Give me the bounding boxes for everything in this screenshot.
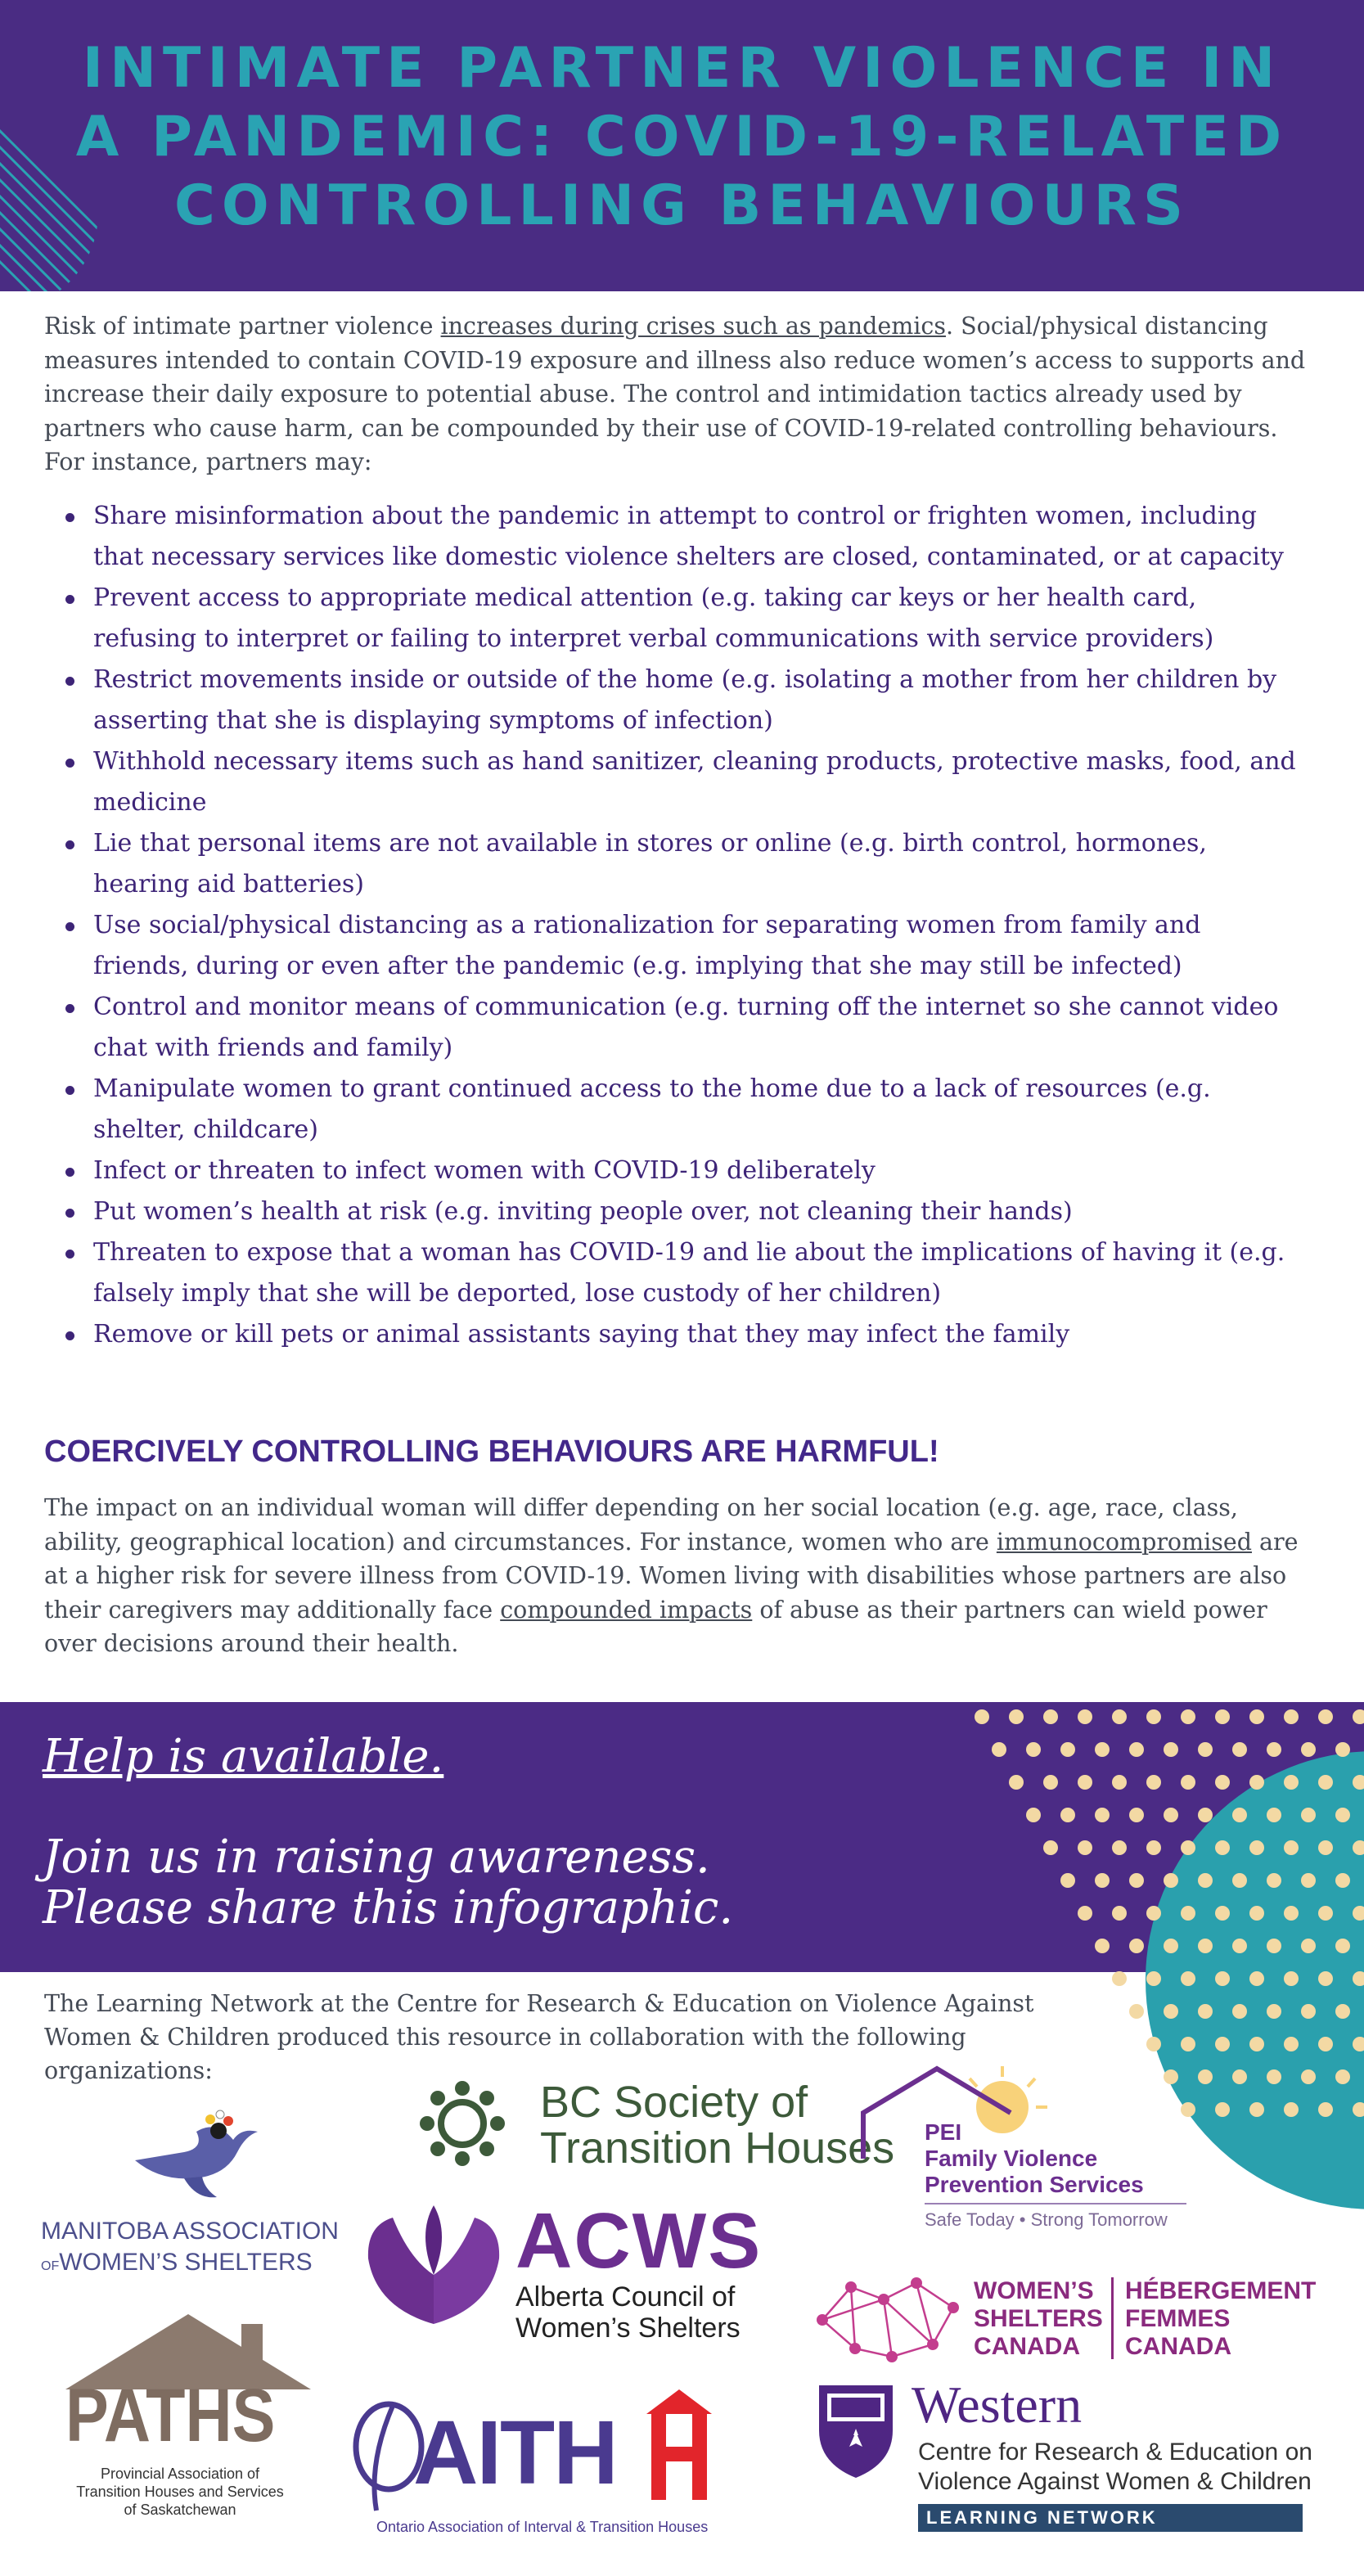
- decor-dot: [1215, 1775, 1230, 1790]
- decor-dot: [1318, 1709, 1333, 1724]
- decor-dot: [1249, 2102, 1264, 2117]
- pandemic-risk-link[interactable]: increases during crises such as pandemics: [440, 313, 946, 340]
- decor-dot: [1249, 2037, 1264, 2051]
- decor-dot: [1026, 1808, 1041, 1822]
- western-name: Western: [912, 2376, 1083, 2434]
- decor-dot: [1249, 1775, 1264, 1790]
- decor-dot: [1095, 1742, 1110, 1757]
- decor-dot: [1249, 1971, 1264, 1986]
- decor-dot: [1215, 1971, 1230, 1986]
- decor-dot: [1146, 1840, 1161, 1855]
- decor-dot: [1164, 1939, 1178, 1953]
- list-item: Use social/physical distancing as a rationalization for separating women from family and friends, during or even after the pandemic (e.g. implying that she may still be infected): [59, 905, 1303, 987]
- decor-dot: [1249, 1840, 1264, 1855]
- oaith-logo[interactable]: [344, 2389, 802, 2553]
- decor-dot: [1129, 2004, 1144, 2019]
- decor-dot: [1146, 1971, 1161, 1986]
- womens-shelters-canada-logo[interactable]: [810, 2271, 1317, 2369]
- decor-dot: [1215, 1709, 1230, 1724]
- cta-line-1: Join us in raising awareness.: [43, 1831, 710, 1884]
- decor-dot: [1112, 1775, 1127, 1790]
- header-banner: [0, 0, 1364, 291]
- mans-line-2: [41, 2249, 313, 2277]
- list-item: Remove or kill pets or animal assistants saying that they may infect the family: [59, 1314, 1303, 1355]
- decor-dot: [1043, 1840, 1058, 1855]
- wsc-en-3: CANADA: [974, 2333, 1080, 2360]
- impact-text-3: of abuse as their partners can wield power over decisions around their health.: [44, 1596, 1267, 1657]
- decor-dot: [1353, 1709, 1364, 1724]
- decor-dot: [1335, 2004, 1350, 2019]
- decor-dot: [1353, 2037, 1364, 2051]
- network-nodes-icon: [810, 2271, 966, 2369]
- decor-dot: [1267, 2069, 1281, 2084]
- decor-dot: [1198, 1808, 1213, 1822]
- paths-line-1: Provincial Association of: [100, 2466, 260, 2482]
- decor-dot: [1112, 1840, 1127, 1855]
- crest-shield-icon: [815, 2381, 897, 2479]
- decor-dot: [1267, 1873, 1281, 1888]
- manitoba-association-logo[interactable]: [41, 2095, 339, 2308]
- decor-dot: [1146, 1709, 1161, 1724]
- ring-of-people-icon: [417, 2078, 507, 2168]
- impact-text-2: are at a higher risk for severe illness from COVID-19. Women living with disabilities whose partners are also their caregivers may additionally face: [44, 1528, 1299, 1624]
- red-h-house-icon: [646, 2389, 712, 2504]
- list-item: Infect or threaten to infect women with COVID-19 deliberately: [59, 1151, 1303, 1191]
- bc-line-2: Transition Houses: [540, 2123, 895, 2173]
- western-line-2: Violence Against Women & Children: [918, 2468, 1312, 2495]
- pei-family-violence-logo[interactable]: [859, 2062, 1203, 2250]
- decor-dot: [1129, 1742, 1144, 1757]
- decor-dot: [1181, 1775, 1195, 1790]
- wsc-english: [974, 2277, 1103, 2361]
- decor-dot: [1267, 1808, 1281, 1822]
- decor-dot: [1146, 2037, 1161, 2051]
- decor-dot: [1267, 2004, 1281, 2019]
- decor-dot: [1267, 1939, 1281, 1953]
- decor-dot: [1318, 1775, 1333, 1790]
- oaith-name: Ontario Association of Interval & Transition Houses: [376, 2519, 709, 2535]
- decor-dot: [1284, 2102, 1299, 2117]
- decor-dot: [1284, 1906, 1299, 1921]
- decor-dot: [1318, 1906, 1333, 1921]
- paths-line-3: of Saskatchewan: [124, 2502, 236, 2518]
- decor-dot: [1078, 1775, 1092, 1790]
- intro-text-1: Risk of intimate partner violence: [44, 313, 441, 340]
- controlling-tactics-list: [59, 496, 1303, 1355]
- decor-dot: [1009, 1709, 1024, 1724]
- decor-dot: [1215, 1906, 1230, 1921]
- title-line-3: CONTROLLING BEHAVIOURS: [173, 173, 1191, 238]
- acws-line-2: Women’s Shelters: [515, 2313, 741, 2344]
- list-item: Share misinformation about the pandemic in attempt to control or frighten women, including that necessary services like domestic violence shelters are closed, contaminated, or at capacity: [59, 496, 1303, 578]
- decor-dot: [1335, 1742, 1350, 1757]
- decor-dot: [1026, 1742, 1041, 1757]
- acws-abbr: ACWS: [515, 2197, 763, 2285]
- decor-dot: [1043, 1709, 1058, 1724]
- decor-dot: [1353, 1906, 1364, 1921]
- decor-dot: [1284, 1840, 1299, 1855]
- decor-dot: [1232, 1939, 1247, 1953]
- title-line-1: INTIMATE PARTNER VIOLENCE IN: [82, 36, 1282, 101]
- decor-dot: [1249, 1906, 1264, 1921]
- decor-dot: [1198, 1742, 1213, 1757]
- learning-network-badge: [918, 2504, 1303, 2532]
- page-title: [0, 34, 1364, 241]
- decor-dot: [1198, 2004, 1213, 2019]
- bc-society-logo[interactable]: [417, 2070, 895, 2177]
- paths-logo[interactable]: [57, 2308, 319, 2545]
- oaith-abbr: AITH: [413, 2403, 617, 2503]
- decor-dot: [1267, 1742, 1281, 1757]
- list-item: Threaten to expose that a woman has COVID-19 and lie about the implications of having it (e.g. falsely imply that she will be deported, lose custody of her children): [59, 1232, 1303, 1314]
- immunocompromised-link[interactable]: immunocompromised: [996, 1528, 1252, 1556]
- decor-dot: [1078, 1906, 1092, 1921]
- impact-text-1: The impact on an individual woman will differ depending on her social location (e.g. age, race, class, ability, geographical location) and circumstances. For instance, women who are: [44, 1494, 1238, 1556]
- decor-dot: [1335, 2069, 1350, 2084]
- mans-womens-shelters: WOMEN’S SHELTERS: [59, 2249, 313, 2276]
- pei-line-2: Family Violence: [925, 2146, 1098, 2171]
- section-heading: COERCIVELY CONTROLLING BEHAVIOURS ARE HARMFUL!: [44, 1434, 939, 1469]
- decor-dot: [1335, 1808, 1350, 1822]
- decor-dot: [1284, 1775, 1299, 1790]
- decor-dot: [1301, 1808, 1316, 1822]
- decor-dot: [1095, 1939, 1110, 1953]
- bc-line-1: BC Society of: [540, 2078, 808, 2127]
- decor-dot: [1284, 1971, 1299, 1986]
- mans-line-1: MANITOBA ASSOCIATION: [41, 2218, 339, 2245]
- decor-dot: [1301, 1939, 1316, 1953]
- wsc-fr-2: FEMMES: [1125, 2305, 1231, 2332]
- decor-dot: [1129, 1873, 1144, 1888]
- decor-dot: [1164, 1873, 1178, 1888]
- wsc-en-2: SHELTERS: [974, 2305, 1103, 2332]
- pei-tagline: Safe Today • Strong Tomorrow: [925, 2209, 1168, 2230]
- learning-network-label: LEARNING NETWORK: [926, 2507, 1158, 2528]
- decor-dot: [1215, 2102, 1230, 2117]
- help-available-link[interactable]: Help is available.: [43, 1730, 444, 1783]
- decor-dot: [1198, 1873, 1213, 1888]
- butterfly-hands-icon: [360, 2201, 507, 2349]
- decor-dot: [1078, 1709, 1092, 1724]
- list-item: Restrict movements inside or outside of the home (e.g. isolating a mother from her children by asserting that she is displaying symptoms of infection): [59, 660, 1303, 741]
- decor-dot: [975, 1709, 989, 1724]
- list-item: Control and monitor means of communication (e.g. turning off the internet so she cannot video chat with friends and family): [59, 987, 1303, 1069]
- title-line-2: A PANDEMIC: COVID-19-RELATED: [75, 105, 1289, 169]
- cta-line-2: Please share this infographic.: [43, 1881, 734, 1934]
- compounded-impacts-link[interactable]: compounded impacts: [500, 1596, 753, 1624]
- decor-dot: [1335, 1873, 1350, 1888]
- decor-dot: [1112, 1709, 1127, 1724]
- decor-dot: [1318, 1840, 1333, 1855]
- dove-icon: [127, 2103, 266, 2209]
- decor-dot: [1095, 1873, 1110, 1888]
- decor-dot: [1181, 1906, 1195, 1921]
- decor-dot: [1181, 1840, 1195, 1855]
- decor-dot: [1112, 1906, 1127, 1921]
- wsc-fr-3: CANADA: [1125, 2333, 1231, 2360]
- decor-dot: [1129, 1808, 1144, 1822]
- decor-dot: [1181, 1709, 1195, 1724]
- decor-dot: [1335, 1939, 1350, 1953]
- decor-dot: [992, 1742, 1006, 1757]
- decor-dot: [1215, 1840, 1230, 1855]
- decor-dot: [1232, 1808, 1247, 1822]
- intro-paragraph: [44, 309, 1321, 480]
- decor-dot: [1284, 1709, 1299, 1724]
- list-item: Lie that personal items are not available in stores or online (e.g. birth control, hormones, hearing aid batteries): [59, 823, 1303, 905]
- decor-dot: [1181, 1971, 1195, 1986]
- decor-dot: [1318, 2037, 1333, 2051]
- paths-abbr: PATHS: [65, 2374, 276, 2457]
- decor-dot: [1353, 1775, 1364, 1790]
- decor-dot: [1284, 2037, 1299, 2051]
- decor-dot: [1060, 1808, 1075, 1822]
- decor-dot: [1095, 1808, 1110, 1822]
- decor-dot: [1009, 1775, 1024, 1790]
- decor-dot: [1353, 2102, 1364, 2117]
- decor-dot: [1301, 1873, 1316, 1888]
- wsc-en-1: WOMEN’S: [974, 2277, 1094, 2304]
- acws-line-1: Alberta Council of: [515, 2281, 736, 2313]
- decor-dot: [1146, 1775, 1161, 1790]
- decor-dot: [1301, 2069, 1316, 2084]
- decor-dot: [1043, 1775, 1058, 1790]
- decor-dot: [1301, 2004, 1316, 2019]
- list-item: Withhold necessary items such as hand sanitizer, cleaning products, protective masks, food, and medicine: [59, 741, 1303, 823]
- wsc-french: [1125, 2277, 1316, 2361]
- decor-dot: [1232, 1873, 1247, 1888]
- decor-dot: [1353, 1971, 1364, 1986]
- decor-dot: [1318, 1971, 1333, 1986]
- pei-line-3: Prevention Services: [925, 2172, 1144, 2197]
- pei-line-1: PEI: [925, 2119, 962, 2145]
- list-item: Manipulate women to grant continued access to the home due to a lack of resources (e.g. shelter, childcare): [59, 1069, 1303, 1151]
- decor-dot: [1060, 1742, 1075, 1757]
- decor-dot: [1164, 1742, 1178, 1757]
- paths-fullname: [57, 2465, 303, 2519]
- wsc-divider: [1111, 2277, 1114, 2359]
- paths-line-2: Transition Houses and Services: [76, 2484, 284, 2500]
- decor-dot: [1232, 2069, 1247, 2084]
- decor-dot: [1215, 2037, 1230, 2051]
- decor-dot: [1129, 1939, 1144, 1953]
- decor-dot: [1249, 1709, 1264, 1724]
- list-item: Prevent access to appropriate medical attention (e.g. taking car keys or her health card, refusing to interpret or failing to interpret verbal communications with service providers): [59, 578, 1303, 660]
- acws-logo[interactable]: [360, 2197, 786, 2357]
- decor-dot: [1164, 2004, 1178, 2019]
- decor-dot: [1232, 2004, 1247, 2019]
- decor-dot: [1301, 1742, 1316, 1757]
- decor-dot: [1146, 1906, 1161, 1921]
- decor-dot: [1078, 1840, 1092, 1855]
- western-logo[interactable]: [815, 2373, 1322, 2561]
- decor-dot: [1318, 2102, 1333, 2117]
- decor-dot: [1112, 1971, 1127, 1986]
- pei-divider: [925, 2203, 1186, 2204]
- decor-dot: [1164, 1808, 1178, 1822]
- western-line-1: Centre for Research & Education on: [918, 2439, 1312, 2466]
- intro-text-2: . Social/physical distancing measures intended to contain COVID-19 exposure and illness also reduce women’s access to supports and increase their daily exposure to potential abuse. The control and intimidation tactics already used by partners who cause harm, can be compounded by their use of COVID-19-related controlling behaviours. For instance, partners may:: [44, 313, 1306, 475]
- credits-paragraph: The Learning Network at the Centre for Research & Education on Violence Against Women & Children produced this resource in collaboration with the following organizations:: [44, 1990, 1034, 2084]
- impact-paragraph: [44, 1491, 1321, 1661]
- decor-dot: [1232, 1742, 1247, 1757]
- wsc-fr-1: HÉBERGEMENT: [1125, 2277, 1317, 2304]
- decor-dot: [1353, 1840, 1364, 1855]
- decor-dot: [1198, 1939, 1213, 1953]
- decor-dot: [1181, 2037, 1195, 2051]
- mans-of: OF: [41, 2259, 60, 2273]
- decor-dot: [1060, 1873, 1075, 1888]
- list-item: Put women’s health at risk (e.g. inviting people over, not cleaning their hands): [59, 1191, 1303, 1232]
